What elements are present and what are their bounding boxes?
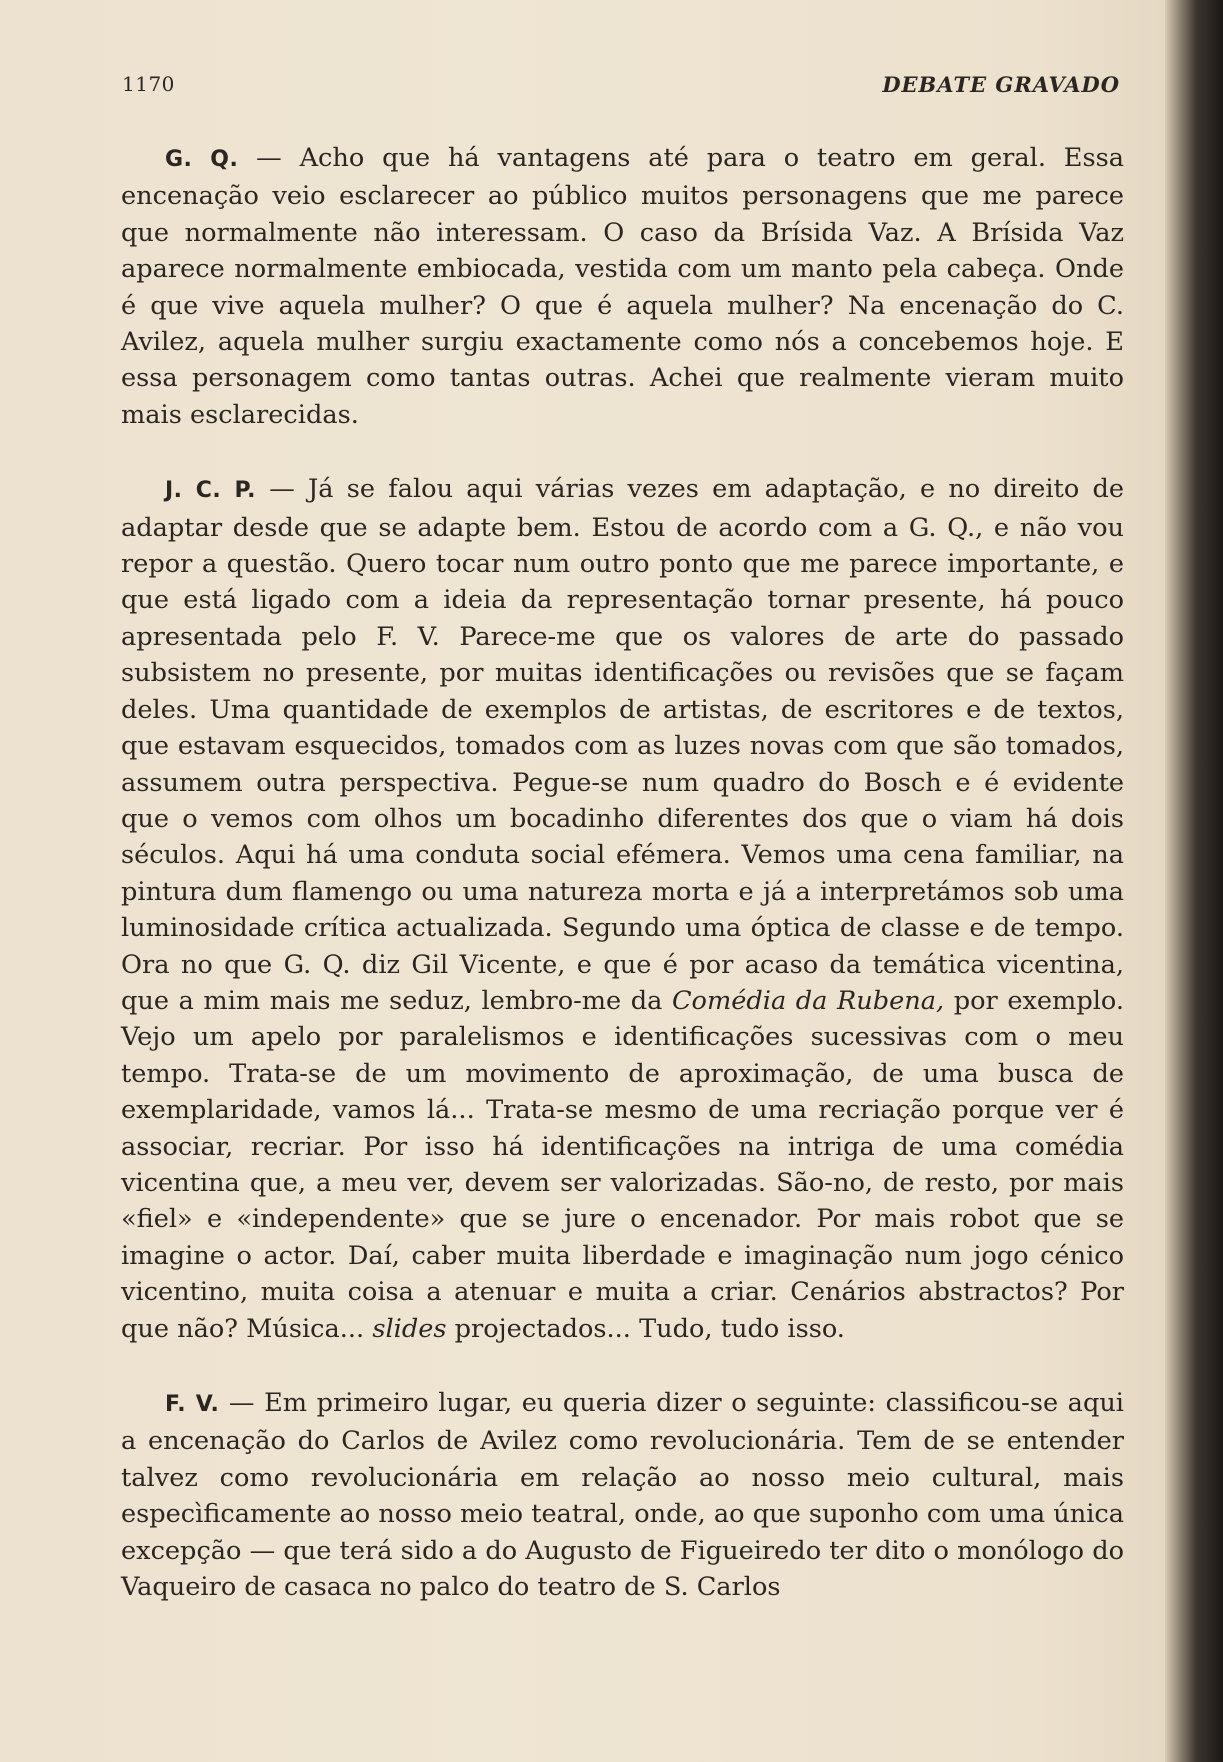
paragraph-fv	[121, 1385, 1124, 1605]
page-header	[122, 72, 1120, 106]
italic-title-comedia: Comédia da Rubena,	[671, 985, 945, 1016]
page-number: 1170	[122, 72, 175, 96]
paragraph-text: projectados... Tudo, tudo isso.	[446, 1313, 845, 1344]
paragraph-gq	[121, 140, 1124, 433]
speaker-initials: G. Q.	[165, 147, 239, 172]
speaker-initials: J. C. P.	[165, 478, 256, 504]
speaker-dash: —	[255, 474, 309, 505]
italic-word-slides: slides	[372, 1313, 447, 1344]
page-body	[121, 140, 1124, 1643]
paragraph-text: Em primeiro lugar, eu queria dizer o seguinte: classificou-se aqui a encenação do Carlos de Avilez como revolucionária. Tem de se entender talvez como revolucionária em relação ao nosso meio cultural, mais especìficamente ao nosso meio teatral, onde, ao que suponho com uma única excepção — que terá sido a do Augusto de Figueiredo ter dito o monólogo do Vaqueiro de casaca no palco do teatro de S. Carlos	[121, 1388, 1124, 1603]
speaker-initials: F. V.	[165, 1392, 220, 1417]
paragraph-jcp	[121, 471, 1124, 1347]
book-spine-shadow	[1165, 0, 1223, 1762]
paragraph-text: por exemplo. Vejo um apelo por paralelismos e identificações sucessivas com o meu tempo. Trata-se de um movimento de aproximação, de uma busca de exemplaridade, vamos lá... Trata-se mesmo de uma recriação porque ver é associar, recriar. Por isso há identificações na intriga de uma comédia vicentina que, a meu ver, devem ser valorizadas. São-no, de resto, por mais «fiel» e «independente» que se jure o encenador. Por mais robot que se imagine o actor. Daí, caber muita liberdade e imaginação num jogo cénico vicentino, muita coisa a atenuar e muita a criar. Cenários abstractos? Por que não? Música...	[121, 985, 1124, 1344]
paragraph-text: Acho que há vantagens até para o teatro em geral. Essa encenação veio esclarecer ao público muitos personagens que me parece que normalmente não interessam. O caso da Brísida Vaz. A Brísida Vaz aparece normalmente embiocada, vestida com um manto pela cabeça. Onde é que vive aquela mulher? O que é aquela mulher? Na encenação do C. Avilez, aquela mulher surgiu exactamente como nós a concebemos hoje. E essa personagem como tantas outras. Achei que realmente vieram muito mais esclarecidas.	[121, 143, 1124, 430]
speaker-dash: —	[238, 143, 300, 173]
running-title: DEBATE GRAVADO	[882, 72, 1120, 97]
speaker-dash: —	[219, 1388, 265, 1418]
paragraph-text: Já se falou aqui várias vezes em adaptação, e no direito de adaptar desde que se adapte bem. Estou de acordo com a G. Q., e não vou repor a questão. Quero tocar num outro ponto que me parece importante, e que está ligado com a ideia da representação tornar presente, há pouco apresentada pelo F. V. Parece-me que os valores de arte do passado subsistem no presente, por muitas identificações ou revisões que se façam deles. Uma quantidade de exemplos de artistas, de escritores e de textos, que estavam esquecidos, tomados com as luzes novas com que são tomados, assumem outra perspectiva. Pegue-se num quadro do Bosch e é evidente que o vemos com olhos um bocadinho diferentes dos que o viam há dois séculos. Aqui há uma conduta social efémera. Vemos uma cena familiar, na pintura dum flamengo ou uma natureza morta e já a interpretámos sob uma luminosidade crítica actualizada. Segundo uma óptica de classe e de tempo. Ora no que G. Q. diz Gil Vicente, e que é por acaso da temática vicentina, que a mim mais me seduz, lembro-me da	[121, 474, 1124, 1016]
